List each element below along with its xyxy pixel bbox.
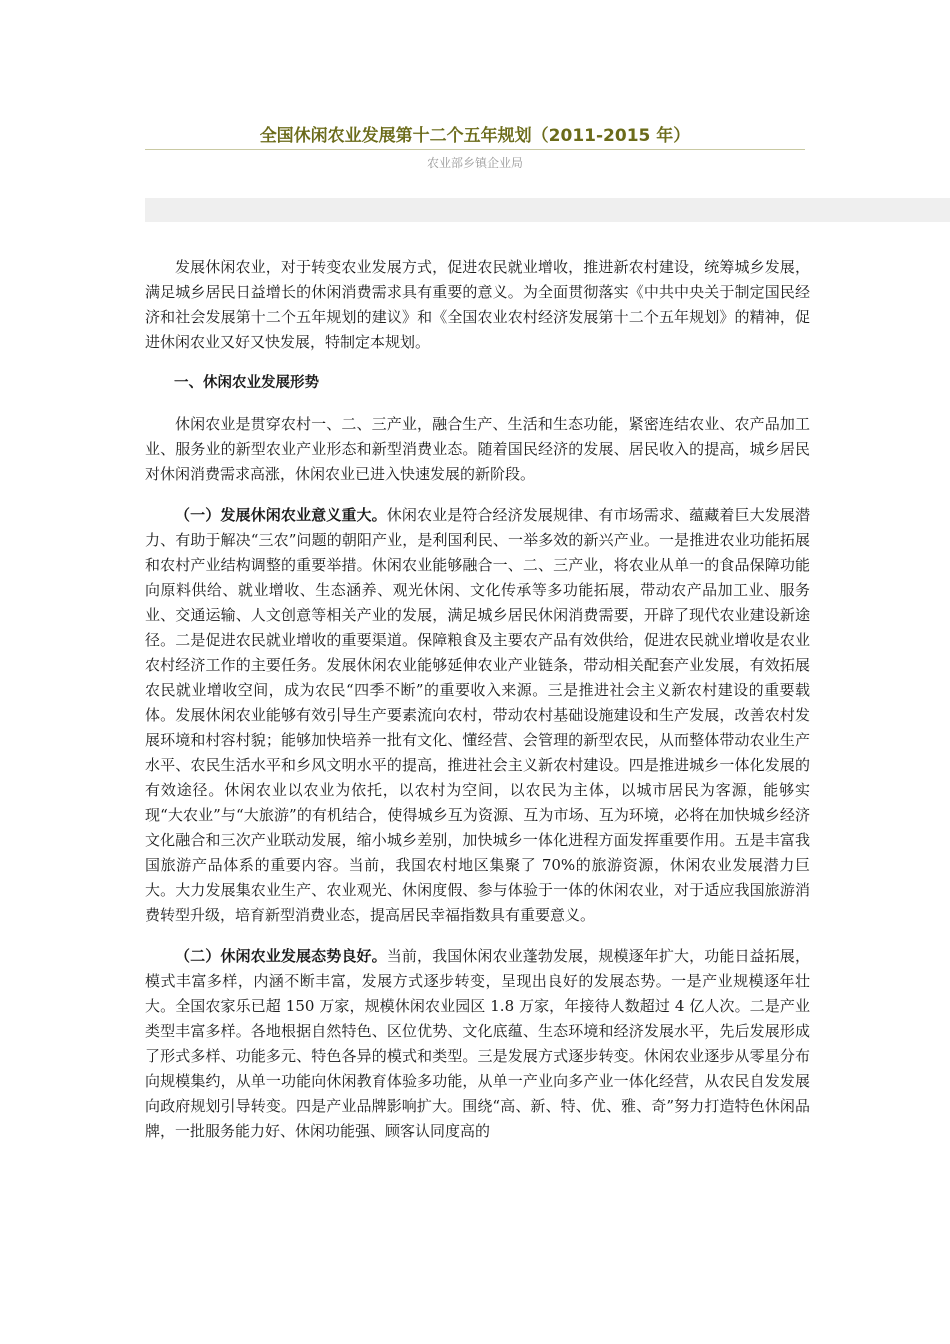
paragraph-body: 当前，我国休闲农业蓬勃发展，规模逐年扩大，功能日益拓展，模式丰富多样，内涵不断丰富，发展方式逐步转变，呈现出良好的发展态势。一是产业规模逐年壮大。全国农家乐已超 150 万家，规模休闲农业园区 1.8 万家，年接待人数超过 4 亿人次。二是产业类型丰富多样。各地根据自然特色、区位优势、文化底蕴、生态环境和经济发展水平，先后发展形成了形式多样、功能多元、特色各异的模式和类型。三是发展方式逐步转变。休闲农业逐步从零星分布向规模集约，从单一功能向休闲教育体验多功能，从单一产业向多产业一体化经营，从农民自发发展向政府规划引导转变。四是产业品牌影响扩大。围绕“高、新、特、优、雅、奇”努力打造特色休闲品牌，一批服务能力好、休闲功能强、顾客认同度高的 — [145, 947, 810, 1140]
paragraph-trend — [145, 944, 810, 1144]
document-title: 全国休闲农业发展第十二个五年规划（2011-2015 年） — [259, 126, 691, 146]
paragraph-body: 休闲农业是符合经济发展规律、有市场需求、蕴藏着巨大发展潜力、有助于解决“三农”问题的朝阳产业，是利国利民、一举多效的新兴产业。一是推进农业功能拓展和农村产业结构调整的重要举措。休闲农业能够融合一、二、三产业，将农业从单一的食品保障功能向原料供给、就业增收、生态涵养、观光休闲、文化传承等多功能拓展，带动农产品加工业、服务业、交通运输、人文创意等相关产业的发展，满足城乡居民休闲消费需要，开辟了现代农业建设新途径。二是促进农民就业增收的重要渠道。保障粮食及主要农产品有效供给，促进农民就业增收是农业农村经济工作的主要任务。发展休闲农业能够延伸农业产业链条，带动相关配套产业发展，有效拓展农民就业增收空间，成为农民“四季不断”的重要收入来源。三是推进社会主义新农村建设的重要载体。发展休闲农业能够有效引导生产要素流向农村，带动农村基础设施建设和生产发展，改善农村发展环境和村容村貌；能够加快培养一批有文化、懂经营、会管理的新型农民，从而整体带动农业生产水平、农民生活水平和乡风文明水平的提高，推进社会主义新农村建设。四是推进城乡一体化发展的有效途径。休闲农业以农业为依托，以农村为空间，以农民为主体，以城市居民为客源，能够实现“大农业”与“大旅游”的有机结合，使得城乡互为资源、互为市场、互为环境，必将在加快城乡经济文化融合和三次产业联动发展，缩小城乡差别，加快城乡一体化进程方面发挥重要作用。五是丰富我国旅游产品体系的重要内容。当前，我国农村地区集聚了 70%的旅游资源，休闲农业发展潜力巨大。大力发展集农业生产、农业观光、休闲度假、参与体验于一体的休闲农业，对于适应我国旅游消费转型升级，培育新型消费业态，提高居民幸福指数具有重要意义。 — [145, 506, 810, 924]
document-body — [145, 255, 810, 1160]
section-heading: 一、休闲农业发展形势 — [174, 375, 319, 391]
document-source: 农业部乡镇企业局 — [426, 156, 523, 170]
title-divider — [145, 149, 805, 150]
intro-paragraph: 发展休闲农业，对于转变农业发展方式，促进农民就业增收，推进新农村建设，统筹城乡发展，满足城乡居民日益增长的休闲消费需求具有重要的意义。为全面贯彻落实《中共中央关于制定国民经济和社会发展第十二个五年规划的建议》和《全国农业农村经济发展第十二个五年规划》的精神，促进休闲农业又好又快发展，特制定本规划。 — [145, 258, 810, 351]
section-intro-paragraph: 休闲农业是贯穿农村一、二、三产业，融合生产、生活和生态功能，紧密连结农业、农产品加工业、服务业的新型农业产业形态和新型消费业态。随着国民经济的发展、居民收入的提高，城乡居民对休闲消费需求高涨，休闲农业已进入快速发展的新阶段。 — [145, 415, 810, 483]
paragraph-lead: （一）发展休闲农业意义重大。 — [175, 506, 387, 524]
grey-band — [145, 198, 950, 222]
paragraph-lead: （二）休闲农业发展态势良好。 — [175, 947, 387, 965]
paragraph-significance — [145, 503, 810, 928]
